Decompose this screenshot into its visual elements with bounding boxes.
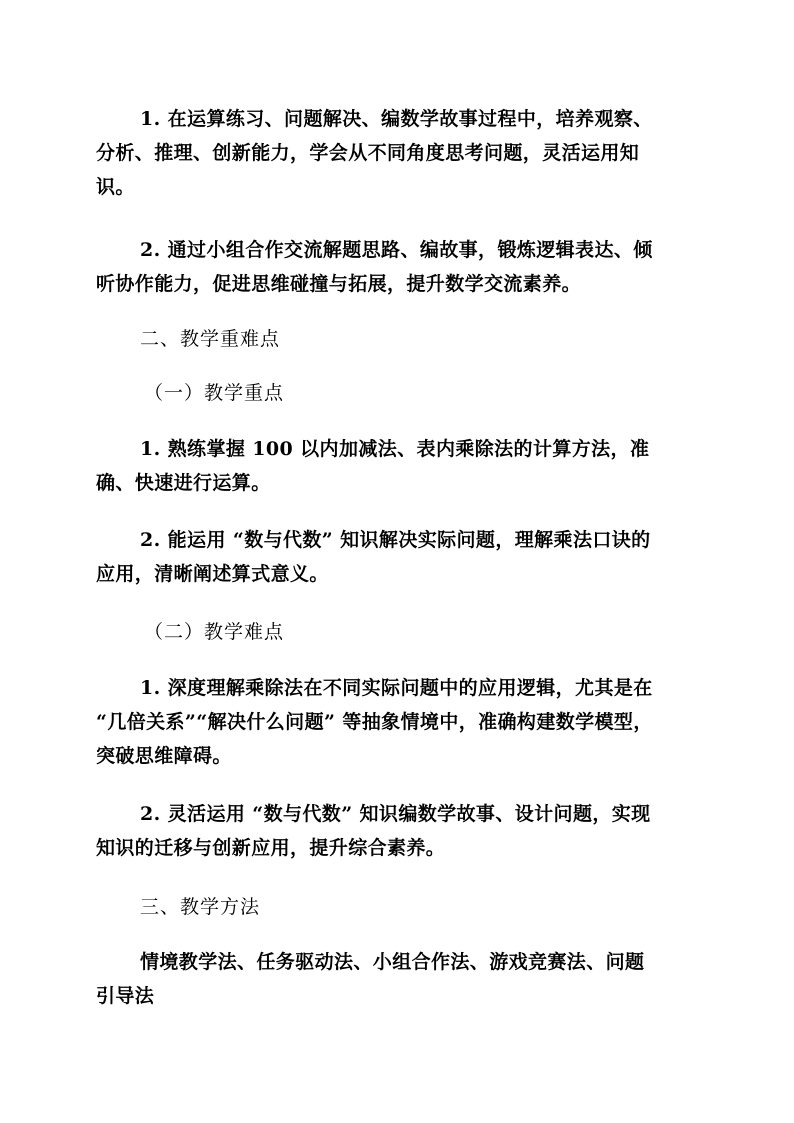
subheading-key-points — [96, 376, 700, 410]
section-heading-teaching-methods — [96, 890, 700, 924]
paragraph-line: 情境教学法、任务驱动法、小组合作法、游戏竞赛法、问题 — [140, 951, 645, 973]
paragraph-line: 2. 通过小组合作交流解题思路、编故事，锻炼逻辑表达、倾 — [140, 239, 653, 261]
paragraph-communication-goal — [96, 233, 700, 301]
paragraph-line: “几倍关系”“解决什么问题” 等抽象情境中，准确构建数学模型， — [96, 711, 653, 733]
paragraph-line: 1. 在运算练习、问题解决、编数学故事过程中，培养观察、 — [140, 108, 653, 130]
section-heading-key-difficult — [96, 322, 700, 356]
subheading-text: （一）教学重点 — [144, 382, 285, 404]
paragraph-line: 听协作能力，促进思维碰撞与拓展，提升数学交流素养。 — [96, 273, 582, 295]
paragraph-line: 2. 能运用 “数与代数” 知识解决实际问题，理解乘法口诀的 — [140, 529, 651, 551]
paragraph-key-point-2 — [96, 523, 700, 591]
paragraph-line: 突破思维障碍。 — [96, 745, 232, 767]
section-heading-text: 三、教学方法 — [140, 896, 261, 918]
paragraph-line: 分析、推理、创新能力，学会从不同角度思考问题，灵活运用知 — [96, 142, 640, 164]
paragraph-line: 确、快速进行运算。 — [96, 472, 271, 494]
paragraph-line: 知识的迁移与创新应用，提升综合素养。 — [96, 837, 446, 859]
paragraph-teaching-methods — [96, 945, 700, 1013]
paragraph-ability-goal — [96, 102, 700, 204]
paragraph-line: 识。 — [96, 176, 135, 198]
paragraph-line: 1. 深度理解乘除法在不同实际问题中的应用逻辑，尤其是在 — [140, 677, 653, 699]
subheading-text: （二）教学难点 — [144, 621, 285, 643]
subheading-difficult-points — [96, 615, 700, 649]
paragraph-key-point-1 — [96, 432, 700, 500]
paragraph-difficult-point-2 — [96, 797, 700, 865]
paragraph-difficult-point-1 — [96, 671, 700, 773]
paragraph-line: 应用，清晰阐述算式意义。 — [96, 563, 329, 585]
paragraph-line: 引导法 — [96, 985, 155, 1007]
section-heading-text: 二、教学重难点 — [140, 328, 281, 350]
paragraph-line: 1. 熟练掌握 100 以内加减法、表内乘除法的计算方法，准 — [140, 438, 650, 460]
paragraph-line: 2. 灵活运用 “数与代数” 知识编数学故事、设计问题，实现 — [140, 803, 651, 825]
